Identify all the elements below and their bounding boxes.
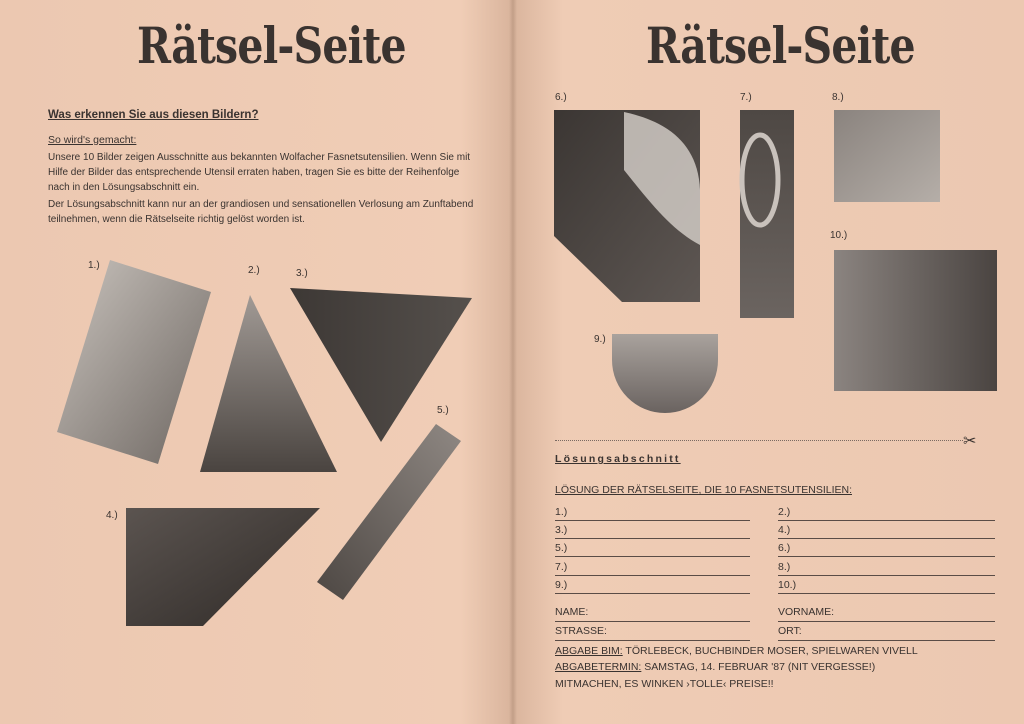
lottery-paragraph: Der Lösungsabschnitt kann nur an der grandiosen und sensationellen Verlosung am Zunftabend teilnehmen, wenn die Rätselseite richtig gelöst worden ist. [48,199,474,225]
scissors-icon: ✂ [963,433,977,450]
picture-number-7: 7.) [740,92,752,103]
picture-3 [290,288,472,442]
picture-number-10: 10.) [830,230,848,241]
cut-line [555,440,963,441]
question-heading: Was erkennen Sie aus diesen Bildern? [48,109,259,121]
solution-heading: LÖSUNG DER RÄTSELSEITE, DIE 10 FASNETSUTENSILIEN: [555,484,852,496]
picture-4 [126,508,320,626]
deadline-label: ABGABETERMIN: [555,661,642,673]
ort-field[interactable]: ORT: [778,625,995,641]
right-puzzle-pictures [512,0,1024,420]
picture-number-2: 2.) [248,265,260,276]
deadline-text: SAMSTAG, 14. FEBRUAR '87 (NIT VERGESSE!) [641,661,876,673]
picture-10 [834,250,997,391]
solution-section-title: Lösungsabschnitt [555,453,681,465]
picture-9 [612,334,718,413]
answer-line-1[interactable]: 1.) [555,506,750,521]
drop-off-info [555,645,918,657]
answer-line-7[interactable]: 7.) [555,561,750,576]
instructions-subheading: So wird's gemacht: [48,134,137,146]
strasse-field[interactable]: STRASSE: [555,625,750,641]
answer-line-8[interactable]: 8.) [778,561,995,576]
left-page-title: Rätsel-Seite [137,16,406,75]
answer-line-3[interactable]: 3.) [555,524,750,539]
answer-line-2[interactable]: 2.) [778,506,995,521]
picture-number-4: 4.) [106,510,118,521]
picture-8 [834,110,940,202]
picture-5 [317,424,461,600]
answer-line-5[interactable]: 5.) [555,542,750,557]
closing-line: MITMACHEN, ES WINKEN ›TOLLE‹ PREISE!! [555,678,774,690]
answer-line-10[interactable]: 10.) [778,579,995,594]
name-field[interactable]: NAME: [555,606,750,622]
picture-number-8: 8.) [832,92,844,103]
answer-line-9[interactable]: 9.) [555,579,750,594]
drop-off-text: TÖRLEBECK, BUCHBINDER MOSER, SPIELWAREN VIVELL [622,645,918,657]
vorname-field[interactable]: VORNAME: [778,606,995,622]
answer-line-4[interactable]: 4.) [778,524,995,539]
answer-line-6[interactable]: 6.) [778,542,995,557]
deadline-info [555,661,875,673]
picture-1 [57,260,211,464]
picture-number-5: 5.) [437,405,449,416]
right-page-title: Rätsel-Seite [646,16,915,75]
picture-number-6: 6.) [555,92,567,103]
instructions-paragraph: Unsere 10 Bilder zeigen Ausschnitte aus bekannten Wolfacher Fasnetsutensilien. Wenn Sie mit Hilfe der Bilder das entsprechende Utensil erraten haben, tragen Sie es bitte der Reihenfolge nach in den Lösungsabschnitt ein. [48,152,471,193]
picture-number-1: 1.) [88,260,100,271]
picture-number-9: 9.) [594,334,606,345]
drop-off-label: ABGABE BIM: [555,645,623,657]
picture-number-3: 3.) [296,268,308,279]
